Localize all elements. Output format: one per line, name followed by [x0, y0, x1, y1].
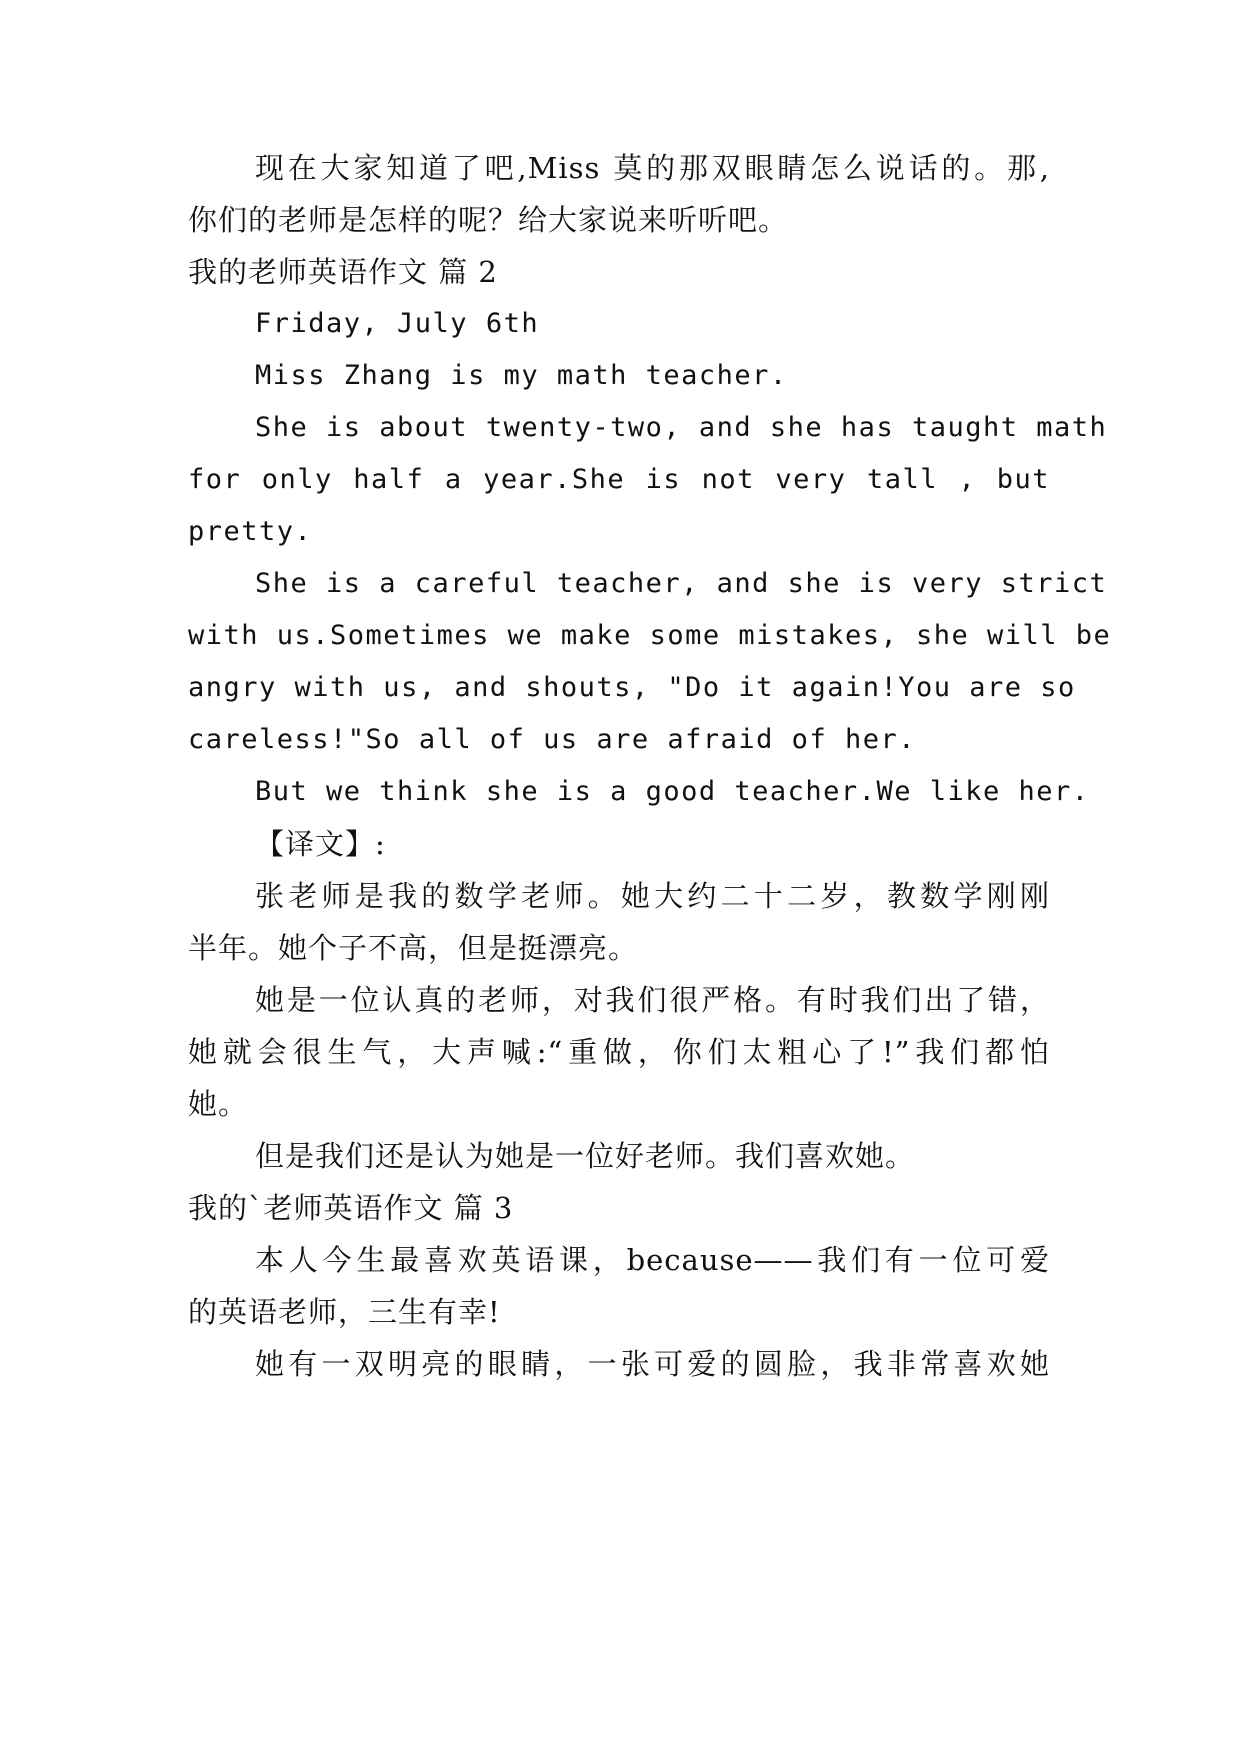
paragraph-line: 她是一位认真的老师，对我们很严格。有时我们出了错，: [255, 983, 1050, 1017]
paragraph-line: 她就会很生气，大声喊:“重做，你们太粗心了!”我们都怕: [188, 1035, 1050, 1069]
paragraph-line: Friday, July 6th: [255, 308, 540, 339]
paragraph-line: 但是我们还是认为她是一位好老师。我们喜欢她。: [255, 1139, 916, 1173]
paragraph-line: She is about twenty-two, and she has taught math: [255, 412, 1108, 443]
paragraph-line: 张老师是我的数学老师。她大约二十二岁，教数学刚刚: [255, 879, 1050, 913]
paragraph-line: 本人今生最喜欢英语课，because——我们有一位可爱: [255, 1243, 1050, 1277]
paragraph-line: 她有一双明亮的眼睛，一张可爱的圆脸，我非常喜欢她: [255, 1347, 1050, 1381]
paragraph-line: Miss Zhang is my math teacher.: [255, 360, 788, 391]
paragraph-line: 的英语老师，三生有幸!: [188, 1295, 501, 1329]
paragraph-line: 现在大家知道了吧,Miss 莫的那双眼睛怎么说话的。那,: [255, 151, 1050, 185]
paragraph-line: 半年。她个子不高，但是挺漂亮。: [188, 931, 639, 965]
paragraph-line: She is a careful teacher, and she is very strict: [255, 568, 1108, 599]
paragraph-line: for only half a year.She is not very tall , but: [188, 464, 1050, 495]
translation-label: 【译文】:: [255, 827, 386, 861]
paragraph-line: angry with us, and shouts, "Do it again!You are so: [188, 672, 1076, 703]
section-heading: 我的`老师英语作文 篇 3: [188, 1191, 514, 1225]
paragraph-line: 她。: [188, 1087, 249, 1121]
paragraph-line: 你们的老师是怎样的呢？给大家说来听听吧。: [188, 203, 789, 237]
paragraph-line: with us.Sometimes we make some mistakes, she will be: [188, 620, 1112, 651]
paragraph-line: But we think she is a good teacher.We like her.: [255, 776, 1090, 807]
section-heading: 我的老师英语作文 篇 2: [188, 255, 498, 289]
paragraph-line: pretty.: [188, 516, 313, 547]
paragraph-line: careless!"So all of us are afraid of her.: [188, 724, 916, 755]
